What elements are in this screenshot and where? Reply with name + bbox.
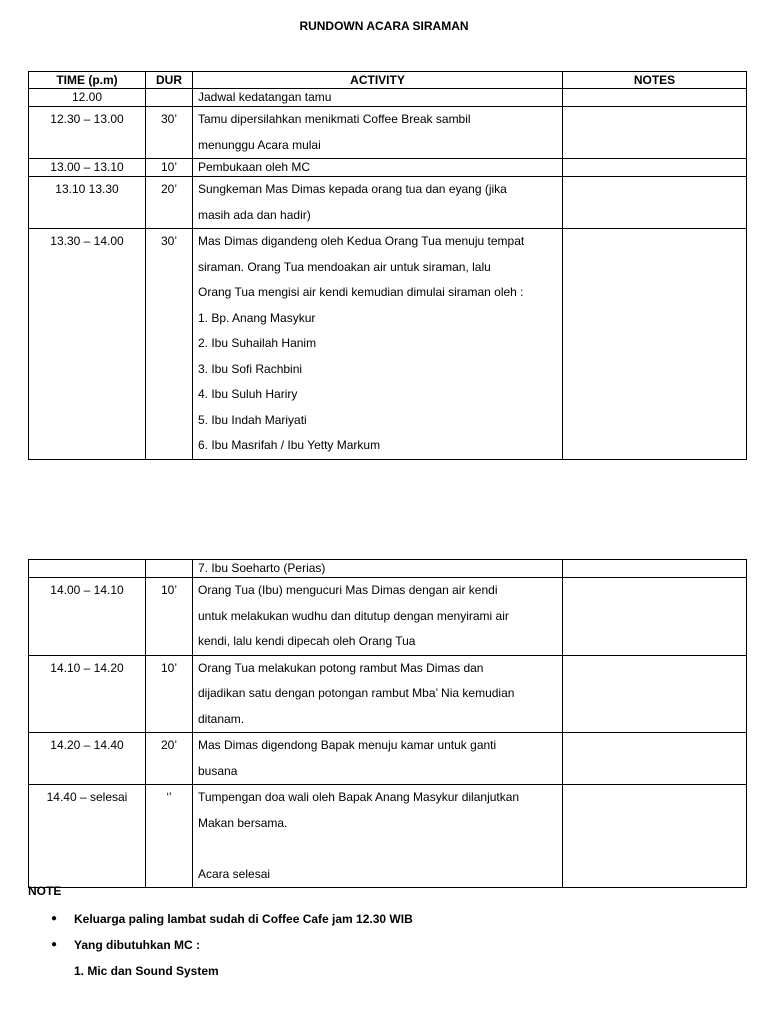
cell-duration: 10’ [146,578,193,656]
activity-line: dijadikan satu dengan potongan rambut Mba’ Nia kemudian [198,686,515,700]
cell-time: 14.20 – 14.40 [29,733,146,785]
header-notes: NOTES [563,72,747,89]
table-row [29,177,747,229]
table-row [29,107,747,159]
activity-line: 7. Ibu Soeharto (Perias) [198,561,326,575]
cell-notes [563,733,747,785]
cell-notes [563,229,747,460]
note-bullet-item [28,932,728,958]
cell-time: 13.10 13.30 [29,177,146,229]
cell-notes [563,578,747,656]
activity-line: kendi, lalu kendi dipecah oleh Orang Tua [198,634,416,648]
activity-line: untuk melakukan wudhu dan ditutup dengan menyirami air [198,608,509,623]
table-row [29,560,747,578]
activity-line: Orang Tua melakukan potong rambut Mas Dimas dan [198,660,484,675]
cell-notes [563,785,747,888]
cell-activity [193,177,563,229]
table-row [29,785,747,888]
activity-line: Mas Dimas digendong Bapak menuju kamar untuk ganti [198,738,497,752]
activity-line: 4. Ibu Suluh Hariry [198,387,298,401]
cell-time: 14.40 – selesai [29,785,146,888]
cell-time [29,560,146,578]
activity-line: masih ada dan hadir) [198,207,311,222]
cell-duration [146,89,193,107]
cell-duration: 10’ [146,655,193,733]
cell-time: 12.00 [29,89,146,107]
note-list [28,906,728,958]
note-bullet-text: Keluarga paling lambat sudah di Coffee Cafe jam 12.30 WIB [74,912,413,926]
activity-line: 1. Bp. Anang Masykur [198,310,316,325]
table-row [29,159,747,177]
cell-notes [563,159,747,177]
activity-line: Orang Tua (Ibu) mengucuri Mas Dimas dengan air kendi [198,583,498,597]
header-time: TIME (p.m) [29,72,146,89]
cell-activity [193,655,563,733]
activity-line: Mas Dimas digandeng oleh Kedua Orang Tua menuju tempat [198,234,525,248]
header-activity: ACTIVITY [193,72,563,89]
activity-line: Acara selesai [198,866,271,881]
activity-line: ditanam. [198,711,245,726]
activity-line: Makan bersama. [198,815,288,830]
cell-activity [193,107,563,159]
rundown-table-2 [28,559,747,888]
cell-activity [193,560,563,578]
note-bullet-item [28,906,728,932]
header-dur: DUR [146,72,193,89]
cell-notes [563,655,747,733]
activity-line: Orang Tua mengisi air kendi kemudian dimulai siraman oleh : [198,285,524,299]
cell-time: 14.00 – 14.10 [29,578,146,656]
activity-line: Sungkeman Mas Dimas kepada orang tua dan eyang (jika [198,182,507,196]
activity-line: 2. Ibu Suhailah Hanim [198,336,317,350]
table-2-body [29,560,747,888]
cell-notes [563,89,747,107]
cell-time: 13.30 – 14.00 [29,229,146,460]
note-sub-item: 1. Mic dan Sound System [74,964,219,978]
activity-line: Jadwal kedatangan tamu [198,90,332,104]
activity-line: Tamu dipersilahkan menikmati Coffee Break sambil [198,112,471,126]
cell-duration: 30’ [146,229,193,460]
cell-duration: 10’ [146,159,193,177]
table-header-row [29,72,747,89]
cell-activity [193,159,563,177]
activity-line: menunggu Acara mulai [198,137,321,152]
cell-duration: ‘’ [146,785,193,888]
cell-activity [193,733,563,785]
cell-time: 13.00 – 13.10 [29,159,146,177]
bullet-icon: ● [51,913,58,924]
table-row [29,229,747,460]
cell-activity [193,785,563,888]
cell-duration [146,560,193,578]
cell-time: 14.10 – 14.20 [29,655,146,733]
cell-notes [563,177,747,229]
activity-line [198,836,558,862]
cell-notes [563,107,747,159]
activity-line: Pembukaan oleh MC [198,160,311,174]
cell-notes [563,560,747,578]
table-row [29,655,747,733]
cell-duration: 20’ [146,733,193,785]
bullet-icon: ● [51,939,58,950]
document-title: RUNDOWN ACARA SIRAMAN [299,19,469,33]
activity-line: 5. Ibu Indah Mariyati [198,412,307,427]
cell-time: 12.30 – 13.00 [29,107,146,159]
rundown-table-1 [28,71,747,460]
note-bullet-text: Yang dibutuhkan MC : [74,938,200,952]
activity-line: 3. Ibu Sofi Rachbini [198,361,303,376]
cell-duration: 20’ [146,177,193,229]
table-row [29,89,747,107]
note-heading: NOTE [28,884,62,898]
activity-line: siraman. Orang Tua mendoakan air untuk siraman, lalu [198,259,491,274]
cell-activity [193,578,563,656]
activity-line: Tumpengan doa wali oleh Bapak Anang Masykur dilanjutkan [198,790,520,804]
table-row [29,578,747,656]
activity-line: busana [198,763,238,778]
cell-activity [193,89,563,107]
cell-activity [193,229,563,460]
table-row [29,733,747,785]
cell-duration: 30’ [146,107,193,159]
activity-line: 6. Ibu Masrifah / Ibu Yetty Markum [198,438,381,452]
table-1-body [29,89,747,460]
